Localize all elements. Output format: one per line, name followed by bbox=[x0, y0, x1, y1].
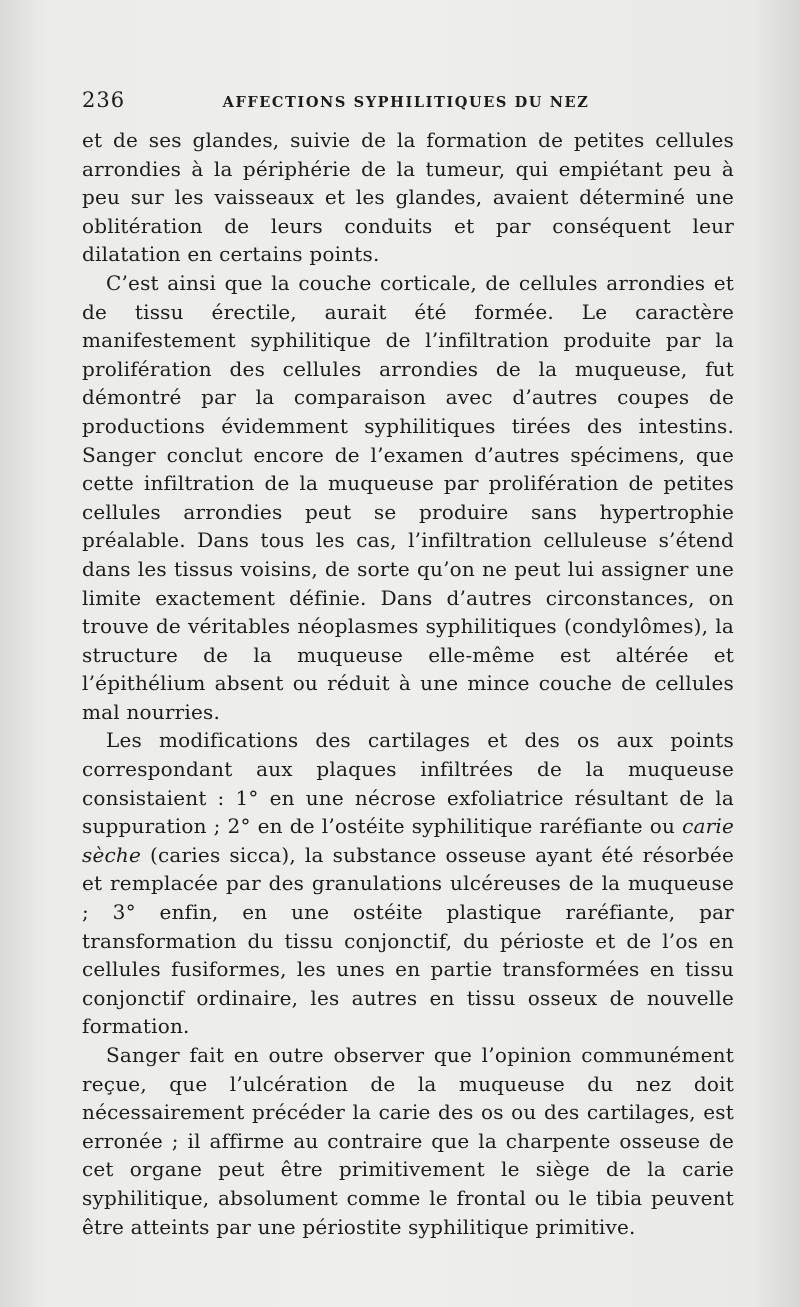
paragraph-text: Les modifications des cartilages et des os aux points correspondant aux plaques infiltrées de la muqueuse consistaient : 1° en une nécrose exfoliatrice résultant de la suppuration ; 2° en de l’ostéite syphilitique raréfiante ou bbox=[82, 728, 734, 839]
paragraph bbox=[82, 726, 734, 1041]
paragraph-text: (caries sicca), la substance osseuse ayant été résorbée et remplacée par des granulations ulcéreuses de la muqueuse ; 3° enfin, en une ostéite plastique raréfiante, par transformation du tissu conjonctif, du périoste et de l’os en cellules fusiformes, les unes en partie transformées en tissu conjonctif ordinaire, les autres en tissu osseux de nouvelle formation. bbox=[82, 842, 734, 1039]
paragraph: et de ses glandes, suivie de la formation de petites cellules arrondies à la périphérie de la tumeur, qui empiétant peu à peu sur les vaisseaux et les glandes, avaient déterminé une oblitération de leurs conduits et par conséquent leur dilatation en certains points. bbox=[82, 128, 734, 267]
running-head: AFFECTIONS SYPHILITIQUES DU NEZ bbox=[222, 94, 590, 111]
paragraph: C’est ainsi que la couche corticale, de cellules arrondies et de tissu érectile, aurait été formée. Le caractère manifestement syphilitique de l’infiltration produite par la prolifération des cellules arrondies de la muqueuse, fut démontré par la comparaison avec d’autres coupes de productions évidemment syphilitiques tirées des intestins. Sanger conclut encore de l’examen d’autres spécimens, que cette infiltration de la muqueuse par prolifération de petites cellules arrondies peut se produire sans hypertrophie préalable. Dans tous les cas, l’infiltration celluleuse s’étend dans les tissus voisins, de sorte qu’on ne peut lui assigner une limite exactement définie. Dans d’autres circonstances, on trouve de véritables néoplasmes syphilitiques (condylômes), la structure de la muqueuse elle-même est altérée et l’épithélium absent ou réduit à une mince couche de cellules mal nourries. bbox=[82, 270, 734, 724]
body-text bbox=[82, 126, 734, 1241]
paragraph: Sanger fait en outre observer que l’opinion communément reçue, que l’ulcération de la muqueuse du nez doit nécessairement précéder la carie des os ou des cartilages, est erronée ; il affirme au contraire que la charpente osseuse de cet organe peut être primitivement le siège de la carie syphilitique, absolument comme le frontal ou le tibia peuvent être atteints par une périostite syphilitique primitive. bbox=[82, 1043, 734, 1239]
italic-term: carie sèche bbox=[82, 814, 734, 867]
page-header bbox=[82, 88, 730, 112]
page-number: 236 bbox=[82, 88, 126, 112]
